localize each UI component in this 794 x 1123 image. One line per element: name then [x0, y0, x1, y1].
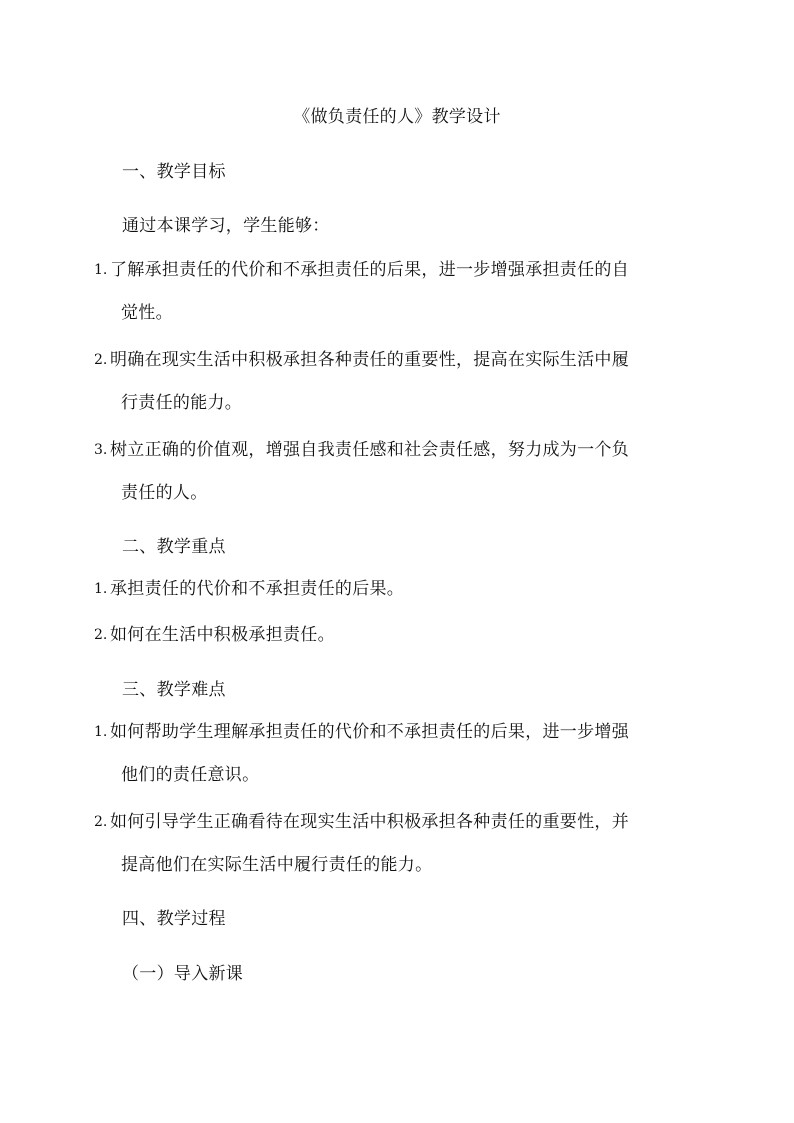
objective-item-2-continuation: 行责任的能力。 [121, 393, 243, 413]
objective-item-3-number: 3. [94, 442, 108, 458]
difficulty-item-1-continuation: 他们的责任意识。 [121, 765, 260, 785]
objective-item-3-text: 树立正确的价值观，增强自我责任感和社会责任感，努力成为一个负 [110, 440, 629, 460]
objective-item-1-text: 了解承担责任的代价和不承担责任的后果，进一步增强承担责任的自 [110, 260, 629, 280]
objective-item-2-text: 明确在现实生活中积极承担各种责任的重要性，提高在实际生活中履 [110, 350, 629, 370]
objective-item-1-number: 1. [94, 262, 108, 278]
difficulty-item-1-number: 1. [94, 724, 108, 740]
difficulty-item-1-text: 如何帮助学生理解承担责任的代价和不承担责任的后果，进一步增强 [110, 722, 629, 742]
key-point-item-2-number: 2. [94, 627, 108, 643]
difficulty-item-2-number: 2. [94, 814, 108, 830]
section-heading-objectives: 一、教学目标 [122, 162, 226, 182]
objective-item-2-number: 2. [94, 352, 108, 368]
objective-item-3-continuation: 责任的人。 [121, 483, 208, 503]
section-heading-key-points: 二、教学重点 [122, 537, 226, 557]
section-heading-difficulties: 三、教学难点 [122, 680, 226, 700]
key-point-item-1-text: 承担责任的代价和不承担责任的后果。 [110, 579, 405, 599]
difficulty-item-2-text: 如何引导学生正确看待在现实生活中积极承担各种责任的重要性，并 [110, 812, 629, 832]
key-point-item-2-text: 如何在生活中积极承担责任。 [110, 625, 335, 645]
process-subheading-intro: （一）导入新课 [122, 964, 244, 984]
objective-item-1-continuation: 觉性。 [121, 303, 173, 323]
key-point-item-1-number: 1. [94, 581, 108, 597]
objectives-intro: 通过本课学习，学生能够： [122, 216, 330, 236]
document-title: 《做负责任的人》教学设计 [293, 107, 501, 127]
difficulty-item-2-continuation: 提高他们在实际生活中履行责任的能力。 [121, 855, 433, 875]
section-heading-process: 四、教学过程 [122, 909, 226, 929]
